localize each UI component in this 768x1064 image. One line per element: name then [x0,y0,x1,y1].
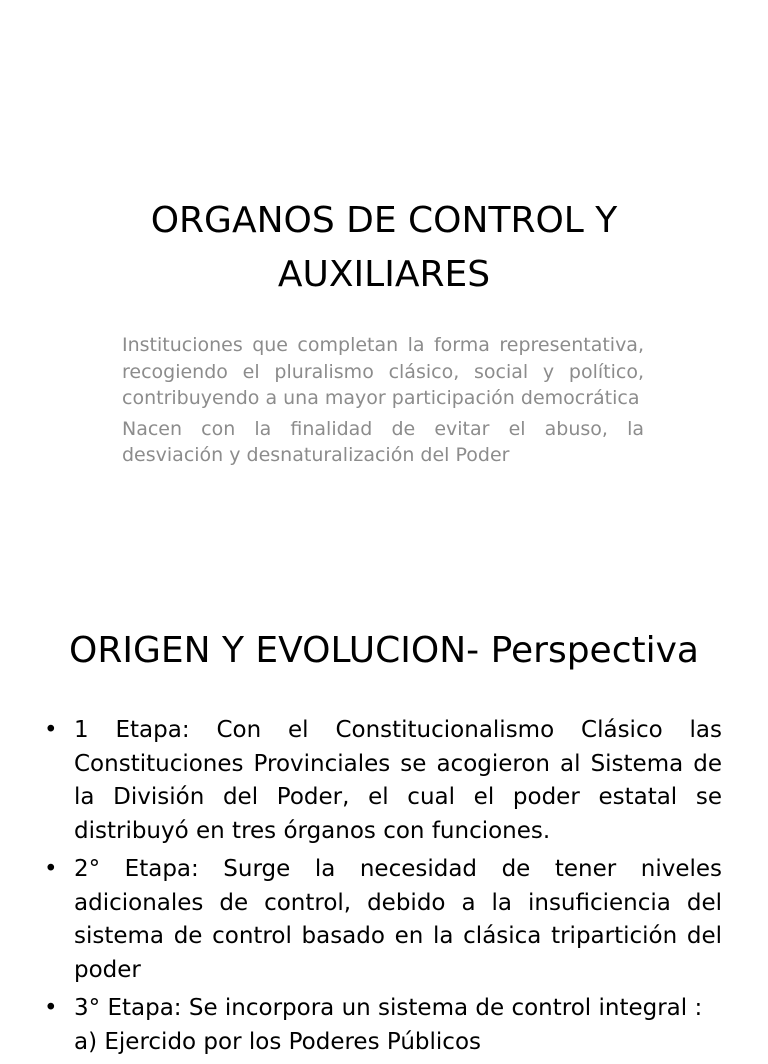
bullet-text-2: 2° Etapa: Surge la necesidad de tener niveles adicionales de control, debido a la insuficiencia del sistema de control basado en la clásica tripartición del poder [74,856,722,983]
bullet-text-1: 1 Etapa: Con el Constitucionalismo Clásico las Constituciones Provinciales se acogieron al Sistema de la División del Poder, el cual el poder estatal se distribuyó en tres órganos con funciones. [74,717,722,844]
slide-2-title: ORIGEN Y EVOLUCION- Perspectiva [69,630,699,671]
bullet-dot-icon: • [44,856,58,882]
slide-1-subtitle [122,332,644,473]
bullet-item-3 [44,992,722,1059]
bullet-dot-icon: • [44,995,58,1021]
bullet-3-subline: a) Ejercido por los Poderes Públicos [74,1028,482,1055]
bullet-dot-icon: • [44,717,58,743]
bullet-list [44,714,722,1064]
bullet-item-2 [44,853,722,987]
slide-1-title-line-1: ORGANOS DE CONTROL Y [150,200,618,241]
subtitle-paragraph-1: Instituciones que completan la forma representativa, recogiendo el pluralismo clásico, social y político, contribuyendo a una mayor participación democrática [122,334,644,409]
bullet-text-3: 3° Etapa: Se incorpora un sistema de control integral : [74,995,703,1021]
slide-1-title-line-2: AUXILIARES [277,254,491,295]
bullet-item-1 [44,714,722,848]
subtitle-paragraph-2: Nacen con la finalidad de evitar el abuso, la desviación y desnaturalización del Poder [122,417,644,466]
slide-1-title [100,194,668,302]
